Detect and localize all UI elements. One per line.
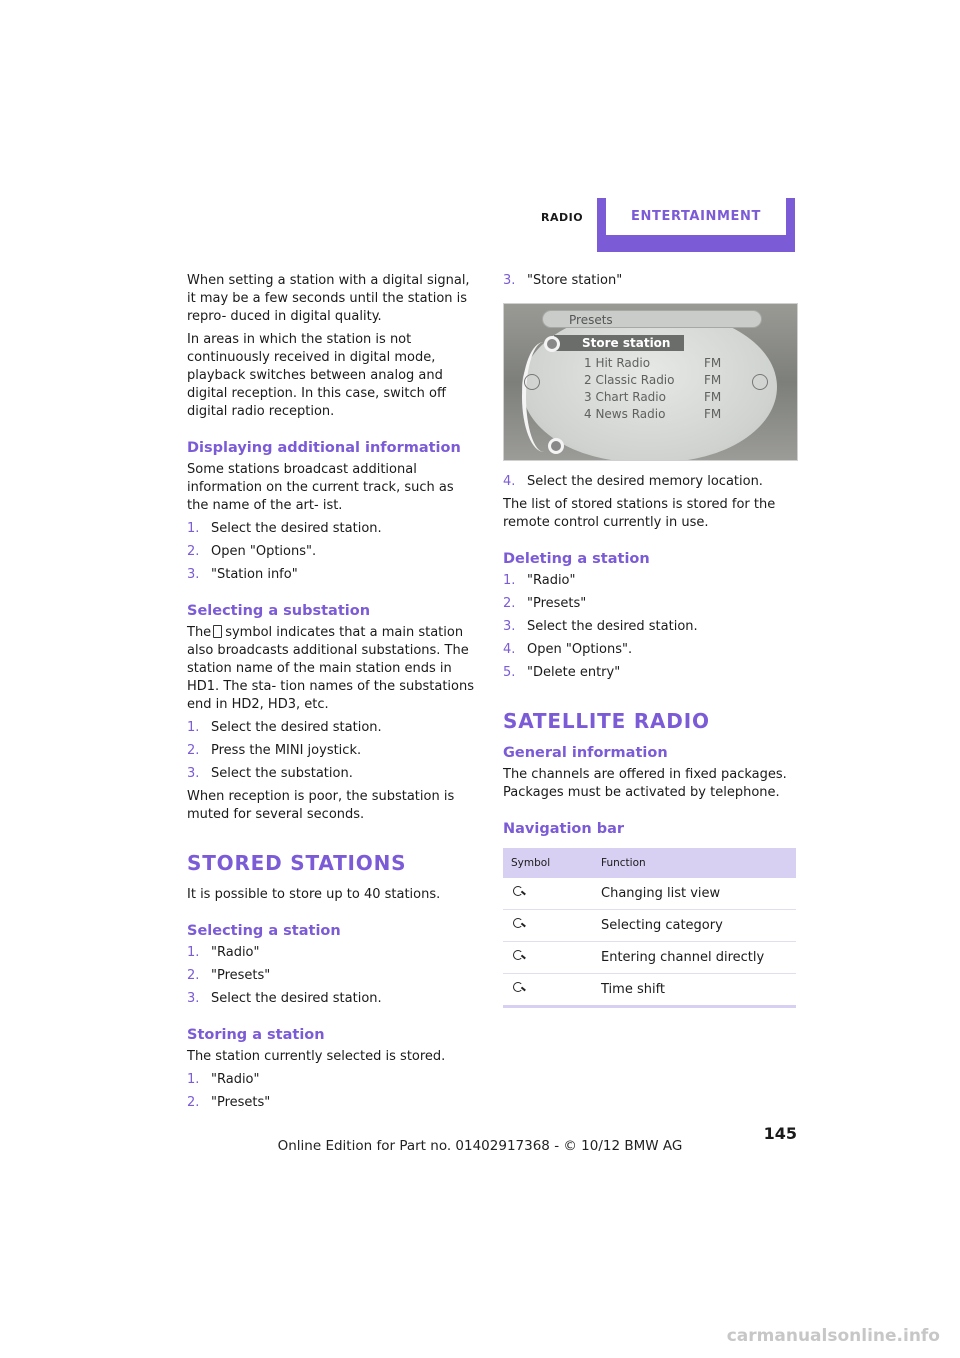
screen-row-name: 2 Classic Radio [584, 373, 675, 387]
step [503, 641, 796, 659]
step-number: 4. [503, 474, 516, 489]
step [187, 967, 479, 985]
step [187, 944, 479, 962]
step-number: 3. [187, 567, 200, 582]
table-cell-function: Entering channel directly [593, 942, 796, 974]
left-column [187, 272, 479, 1117]
storing-text: The station currently selected is stored. [187, 1049, 446, 1064]
intro-paragraph-1: When setting a station with a digital signal, it may be a few seconds until the station is repro- duced in digital quality. [187, 273, 470, 324]
heading-storing-station: Storing a station [187, 1027, 325, 1043]
options-icon [752, 374, 768, 390]
step-text: Select the desired memory location. [527, 474, 763, 489]
step [187, 520, 479, 538]
scroll-track [522, 342, 566, 452]
step-text: Select the desired station. [527, 619, 698, 634]
heading-substation: Selecting a substation [187, 603, 371, 619]
chapter-label: ENTERTAINMENT [606, 198, 786, 235]
step-text: "Radio" [527, 573, 576, 588]
step-number: 3. [187, 991, 200, 1006]
scroll-knob-bottom [548, 438, 564, 454]
additional-info-text: Some stations broadcast additional information on the current track, such as the name of the art- ist. [187, 462, 454, 513]
step [503, 664, 796, 682]
table-header-function: Function [593, 848, 796, 878]
table-cell-symbol [503, 942, 593, 974]
step-number: 5. [503, 665, 516, 680]
step [187, 990, 479, 1008]
screen-row [584, 405, 722, 423]
step [187, 765, 479, 783]
table-cell-function: Changing list view [593, 878, 796, 910]
screen-row-name: 1 Hit Radio [584, 356, 651, 370]
step-text: Select the desired station. [211, 521, 382, 536]
table-header-row [503, 848, 796, 878]
general-info-text: The channels are offered in fixed packages. Packages must be activated by telephone. [503, 767, 787, 800]
step-number: 2. [187, 1095, 200, 1110]
step-text: "Delete entry" [527, 665, 621, 680]
step [503, 272, 796, 290]
step-number: 1. [187, 521, 200, 536]
screen-row [584, 388, 722, 406]
step [187, 1071, 479, 1089]
step-number: 1. [187, 945, 200, 960]
step-number: 3. [187, 766, 200, 781]
substation-icon [213, 625, 222, 638]
step [503, 572, 796, 590]
table-cell-symbol [503, 878, 593, 910]
step-number: 1. [187, 720, 200, 735]
step [503, 618, 796, 636]
step-text: "Radio" [211, 945, 260, 960]
channel-entry-icon [511, 948, 527, 962]
scroll-knob-top [544, 336, 560, 352]
heading-satellite-radio: SATELLITE RADIO [503, 709, 710, 733]
step [187, 742, 479, 760]
heading-additional-info: Displaying additional information [187, 440, 461, 456]
step-number: 3. [503, 619, 516, 634]
screen-selected-item: Store station [554, 335, 684, 351]
step-number: 3. [503, 273, 516, 288]
stored-stations-text: It is possible to store up to 40 stations. [187, 887, 441, 902]
step-text: "Radio" [211, 1072, 260, 1087]
step-number: 1. [503, 573, 516, 588]
step-text: "Station info" [211, 567, 298, 582]
step-number: 1. [187, 1072, 200, 1087]
chapter-tab [597, 198, 795, 252]
back-icon [524, 374, 540, 390]
watermark: carmanualsonline.info [726, 1326, 940, 1346]
screen-row-band: FM [704, 390, 722, 404]
heading-deleting-station: Deleting a station [503, 551, 650, 567]
step-number: 2. [503, 596, 516, 611]
heading-selecting-station: Selecting a station [187, 923, 341, 939]
step-text: Select the substation. [211, 766, 353, 781]
table-cell-symbol [503, 974, 593, 1007]
step-text: "Presets" [527, 596, 587, 611]
screen-row-name: 3 Chart Radio [584, 390, 666, 404]
table-row [503, 942, 796, 974]
presets-screen-image [503, 303, 798, 461]
screen-title: Presets [542, 310, 762, 328]
heading-general-info: General information [503, 745, 668, 761]
step-text: "Presets" [211, 1095, 271, 1110]
screen-row-band: FM [704, 373, 722, 387]
substation-text [187, 624, 479, 714]
heading-stored-stations: STORED STATIONS [187, 851, 407, 875]
screen-row-name: 4 News Radio [584, 407, 666, 421]
section-label: RADIO [541, 211, 584, 224]
step-number: 4. [503, 642, 516, 657]
storing-note: The list of stored stations is stored for the remote control currently in use. [503, 497, 776, 530]
step-text: "Store station" [527, 273, 623, 288]
substation-text-start: The [187, 625, 212, 640]
navigation-bar-table [503, 848, 796, 1008]
substation-text-end: symbol indicates that a main station also broadcasts additional substations. The station name of the main station ends in HD1. The sta- tion names of the substations end in HD2, HD3, etc. [187, 625, 475, 712]
step-text: Open "Options". [527, 642, 633, 657]
step-number: 2. [187, 968, 200, 983]
step-number: 2. [187, 544, 200, 559]
step [187, 1094, 479, 1112]
intro-paragraph-2: In areas in which the station is not continuously received in digital mode, playback switches between analog and digital reception. In this case, switch off digital radio reception. [187, 332, 446, 419]
page-number: 145 [763, 1124, 797, 1143]
table-cell-function: Selecting category [593, 910, 796, 942]
table-cell-symbol [503, 910, 593, 942]
screen-row [584, 354, 722, 372]
step-text: "Presets" [211, 968, 271, 983]
table-row [503, 878, 796, 910]
table-row [503, 910, 796, 942]
table-cell-function: Time shift [593, 974, 796, 1007]
step-text: Select the desired station. [211, 720, 382, 735]
step-number: 2. [187, 743, 200, 758]
screen-row [584, 371, 722, 389]
footer-edition: Online Edition for Part no. 01402917368 - © 10/12 BMW AG [277, 1138, 683, 1154]
step [187, 719, 479, 737]
table-row [503, 974, 796, 1007]
step [503, 473, 796, 491]
screen-row-band: FM [704, 407, 722, 421]
heading-navigation-bar: Navigation bar [503, 821, 625, 837]
right-column [503, 272, 796, 1008]
substation-note: When reception is poor, the substation is muted for several seconds. [187, 789, 455, 822]
category-icon [511, 916, 527, 930]
list-view-icon [511, 884, 527, 898]
step [187, 566, 479, 584]
step-text: Press the MINI joystick. [211, 743, 362, 758]
table-header-symbol: Symbol [503, 848, 593, 878]
step-text: Select the desired station. [211, 991, 382, 1006]
screen-row-band: FM [704, 356, 722, 370]
time-shift-icon [511, 980, 527, 994]
step-text: Open "Options". [211, 544, 317, 559]
step [187, 543, 479, 561]
step [503, 595, 796, 613]
